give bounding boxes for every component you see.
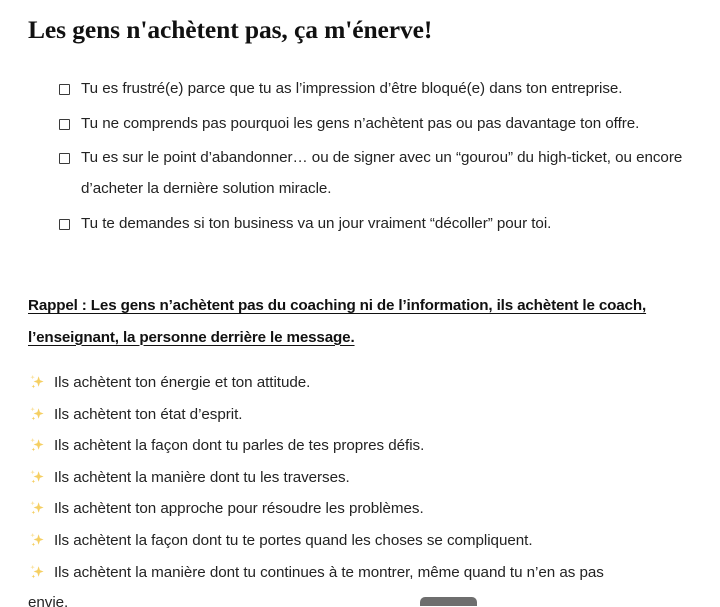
sparkle-list <box>28 372 718 593</box>
list-item-label: Ils achètent la manière dont tu continues à te montrer, même quand tu n’en as pas <box>54 563 604 581</box>
sparkles-icon <box>28 499 46 517</box>
pain-point-checklist <box>59 80 709 249</box>
list-item <box>28 562 718 594</box>
sparkles-icon <box>28 468 46 486</box>
sparkles-icon <box>28 373 46 391</box>
list-item <box>28 404 718 436</box>
checklist-item-label: Tu es frustré(e) parce que tu as l’impression d’être bloqué(e) dans ton entreprise. <box>81 80 623 97</box>
list-item-label: Ils achètent ton approche pour résoudre les problèmes. <box>54 500 424 518</box>
home-indicator[interactable] <box>420 597 477 606</box>
rappel-paragraph <box>28 290 720 353</box>
checkbox-icon[interactable] <box>59 119 70 130</box>
checklist-item[interactable] <box>59 80 709 104</box>
list-item <box>28 435 718 467</box>
list-item-label: Ils achètent la façon dont tu parles de tes propres défis. <box>54 437 425 455</box>
list-item <box>28 372 718 404</box>
checklist-item[interactable] <box>59 149 709 204</box>
sparkles-icon <box>28 405 46 423</box>
sparkles-icon <box>28 531 46 549</box>
checklist-item[interactable] <box>59 115 709 139</box>
checkbox-icon[interactable] <box>59 153 70 164</box>
list-item <box>28 530 718 562</box>
checkbox-icon[interactable] <box>59 84 70 95</box>
list-item-label: Ils achètent ton état d’esprit. <box>54 405 243 423</box>
sparkles-icon <box>28 436 46 454</box>
checklist-item-label: Tu ne comprends pas pourquoi les gens n’achètent pas ou pas davantage ton offre. <box>81 114 640 132</box>
rappel-text: Rappel : Les gens n’achètent pas du coaching ni de l’information, ils achètent le coach, l’enseignant, la personne derrière le message. <box>28 297 647 346</box>
checkbox-icon[interactable] <box>59 219 70 230</box>
list-item-label: Ils achètent ton énergie et ton attitude. <box>54 374 311 391</box>
list-item-overflow-label: envie. <box>28 594 69 607</box>
page-title: Les gens n'achètent pas, ça m'énerve! <box>28 15 433 44</box>
list-item <box>28 467 718 499</box>
list-item-label: Ils achètent la manière dont tu les traverses. <box>54 468 350 486</box>
checklist-item-label: Tu te demandes si ton business va un jour vraiment “décoller” pour toi. <box>81 214 552 232</box>
sparkles-icon <box>28 563 46 581</box>
checklist-item[interactable] <box>59 215 709 239</box>
list-item <box>28 498 718 530</box>
list-item-label: Ils achètent la façon dont tu te portes quand les choses se compliquent. <box>54 531 533 549</box>
checklist-item-label: Tu es sur le point d’abandonner… ou de signer avec un “gourou” du high-ticket, ou encore d’acheter la dernière solution miracle. <box>81 149 683 197</box>
